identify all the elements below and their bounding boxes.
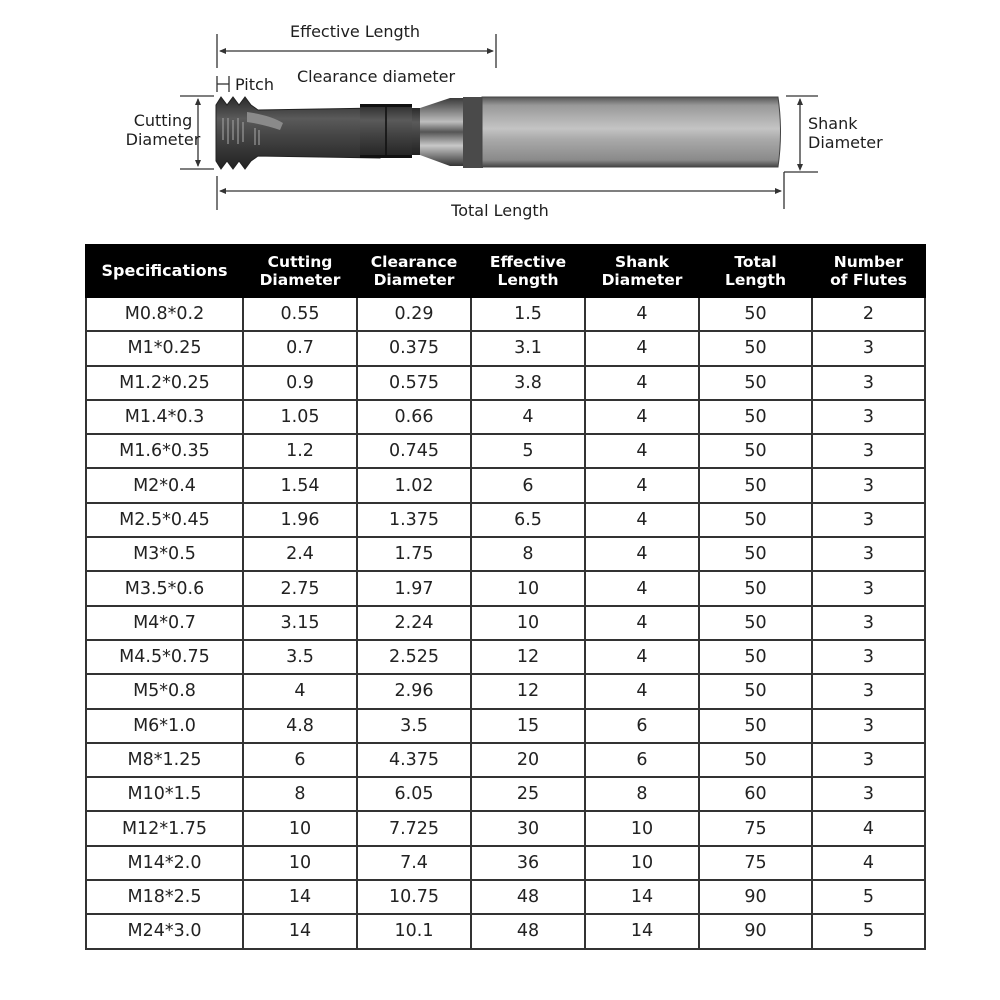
table-row xyxy=(86,777,925,811)
cell-effective-length: 8 xyxy=(471,537,585,571)
cell-effective-length: 1.5 xyxy=(471,297,585,331)
cell-shank-diameter: 4 xyxy=(585,400,699,434)
cell-number-of-flutes: 3 xyxy=(812,468,925,502)
cell-shank-diameter: 4 xyxy=(585,674,699,708)
column-header-cutting-diameter xyxy=(243,245,357,297)
cell-clearance-diameter: 2.96 xyxy=(357,674,471,708)
cell-specifications: M4*0.7 xyxy=(86,606,243,640)
cell-specifications: M14*2.0 xyxy=(86,846,243,880)
column-header-number-of-flutes xyxy=(812,245,925,297)
clearance-diameter-label: Clearance diameter xyxy=(297,67,456,86)
cell-specifications: M6*1.0 xyxy=(86,709,243,743)
cell-specifications: M12*1.75 xyxy=(86,811,243,845)
cell-cutting-diameter: 1.2 xyxy=(243,434,357,468)
cell-total-length: 50 xyxy=(699,297,812,331)
cell-total-length: 50 xyxy=(699,331,812,365)
table-row xyxy=(86,640,925,674)
cell-specifications: M1.2*0.25 xyxy=(86,366,243,400)
cell-cutting-diameter: 10 xyxy=(243,811,357,845)
table-row xyxy=(86,297,925,331)
cell-effective-length: 5 xyxy=(471,434,585,468)
cell-cutting-diameter: 14 xyxy=(243,914,357,948)
column-header-specifications xyxy=(86,245,243,297)
cell-specifications: M1*0.25 xyxy=(86,331,243,365)
column-header-line: Diameter xyxy=(601,271,683,289)
cell-clearance-diameter: 0.29 xyxy=(357,297,471,331)
cell-shank-diameter: 4 xyxy=(585,640,699,674)
column-header-line: Number xyxy=(833,253,904,271)
cell-specifications: M0.8*0.2 xyxy=(86,297,243,331)
cell-clearance-diameter: 0.375 xyxy=(357,331,471,365)
table-body xyxy=(86,297,925,949)
cell-total-length: 50 xyxy=(699,434,812,468)
cell-clearance-diameter: 0.575 xyxy=(357,366,471,400)
column-header-total-length xyxy=(699,245,812,297)
cell-clearance-diameter: 1.75 xyxy=(357,537,471,571)
cell-number-of-flutes: 3 xyxy=(812,434,925,468)
table-row xyxy=(86,674,925,708)
cell-effective-length: 6 xyxy=(471,468,585,502)
cell-total-length: 90 xyxy=(699,880,812,914)
cell-shank-diameter: 4 xyxy=(585,503,699,537)
cell-specifications: M3*0.5 xyxy=(86,537,243,571)
cell-clearance-diameter: 10.1 xyxy=(357,914,471,948)
table-row xyxy=(86,709,925,743)
column-header-line: Shank xyxy=(614,253,669,271)
cell-number-of-flutes: 3 xyxy=(812,366,925,400)
cell-total-length: 50 xyxy=(699,709,812,743)
tool-neck xyxy=(360,97,483,168)
cell-effective-length: 30 xyxy=(471,811,585,845)
cell-total-length: 90 xyxy=(699,914,812,948)
cell-total-length: 50 xyxy=(699,606,812,640)
cell-total-length: 50 xyxy=(699,468,812,502)
total-length-label: Total Length xyxy=(451,201,549,220)
shank-diameter-label xyxy=(808,114,883,152)
cell-clearance-diameter: 0.66 xyxy=(357,400,471,434)
cell-cutting-diameter: 1.05 xyxy=(243,400,357,434)
cell-total-length: 50 xyxy=(699,366,812,400)
cell-specifications: M5*0.8 xyxy=(86,674,243,708)
cell-effective-length: 4 xyxy=(471,400,585,434)
table-row xyxy=(86,331,925,365)
column-header-line: Effective xyxy=(489,253,567,271)
cell-effective-length: 3.1 xyxy=(471,331,585,365)
cell-cutting-diameter: 0.7 xyxy=(243,331,357,365)
cell-shank-diameter: 6 xyxy=(585,709,699,743)
cell-cutting-diameter: 2.4 xyxy=(243,537,357,571)
cell-effective-length: 48 xyxy=(471,880,585,914)
effective-length-label: Effective Length xyxy=(289,22,421,41)
cell-number-of-flutes: 4 xyxy=(812,811,925,845)
table-row xyxy=(86,846,925,880)
cell-effective-length: 25 xyxy=(471,777,585,811)
cell-cutting-diameter: 3.15 xyxy=(243,606,357,640)
table-row xyxy=(86,503,925,537)
cell-number-of-flutes: 3 xyxy=(812,743,925,777)
table-row xyxy=(86,743,925,777)
cell-cutting-diameter: 6 xyxy=(243,743,357,777)
cell-total-length: 50 xyxy=(699,640,812,674)
column-header-line: Diameter xyxy=(259,271,341,289)
cell-number-of-flutes: 3 xyxy=(812,503,925,537)
column-header-line: of Flutes xyxy=(830,271,907,289)
cell-effective-length: 15 xyxy=(471,709,585,743)
pitch-dimension xyxy=(217,76,229,92)
cell-total-length: 50 xyxy=(699,743,812,777)
cell-number-of-flutes: 5 xyxy=(812,914,925,948)
column-header-effective-length xyxy=(471,245,585,297)
cutting-diameter-label-line1: Cutting xyxy=(133,111,193,130)
table-row xyxy=(86,811,925,845)
cutting-diameter-label-line2: Diameter xyxy=(125,130,201,149)
cell-specifications: M2*0.4 xyxy=(86,468,243,502)
cell-shank-diameter: 4 xyxy=(585,297,699,331)
specifications-table xyxy=(85,244,926,950)
tool-shank xyxy=(482,97,781,167)
cell-shank-diameter: 14 xyxy=(585,880,699,914)
cell-specifications: M4.5*0.75 xyxy=(86,640,243,674)
cell-number-of-flutes: 2 xyxy=(812,297,925,331)
cell-effective-length: 12 xyxy=(471,640,585,674)
cell-cutting-diameter: 1.54 xyxy=(243,468,357,502)
cell-clearance-diameter: 0.745 xyxy=(357,434,471,468)
cell-specifications: M1.4*0.3 xyxy=(86,400,243,434)
cell-number-of-flutes: 4 xyxy=(812,846,925,880)
cell-shank-diameter: 4 xyxy=(585,571,699,605)
tool-cutting-head xyxy=(216,97,380,169)
cell-number-of-flutes: 3 xyxy=(812,571,925,605)
cell-number-of-flutes: 5 xyxy=(812,880,925,914)
cutting-diameter-label xyxy=(118,111,208,149)
cell-effective-length: 48 xyxy=(471,914,585,948)
shank-diameter-label-line1: Shank xyxy=(808,114,858,133)
cell-clearance-diameter: 10.75 xyxy=(357,880,471,914)
cell-number-of-flutes: 3 xyxy=(812,674,925,708)
cell-cutting-diameter: 4.8 xyxy=(243,709,357,743)
shank-diameter-label-line2: Diameter xyxy=(808,133,883,152)
cell-cutting-diameter: 0.55 xyxy=(243,297,357,331)
table-header-row xyxy=(86,245,925,297)
cell-effective-length: 36 xyxy=(471,846,585,880)
cell-shank-diameter: 4 xyxy=(585,434,699,468)
cell-shank-diameter: 10 xyxy=(585,811,699,845)
cell-total-length: 50 xyxy=(699,400,812,434)
cell-total-length: 75 xyxy=(699,846,812,880)
cell-clearance-diameter: 2.24 xyxy=(357,606,471,640)
cell-clearance-diameter: 1.02 xyxy=(357,468,471,502)
cell-clearance-diameter: 1.375 xyxy=(357,503,471,537)
cell-number-of-flutes: 3 xyxy=(812,777,925,811)
cell-shank-diameter: 4 xyxy=(585,537,699,571)
table-row xyxy=(86,434,925,468)
cell-total-length: 50 xyxy=(699,537,812,571)
cell-shank-diameter: 4 xyxy=(585,366,699,400)
table-row xyxy=(86,400,925,434)
cell-clearance-diameter: 6.05 xyxy=(357,777,471,811)
cell-clearance-diameter: 2.525 xyxy=(357,640,471,674)
column-header-shank-diameter xyxy=(585,245,699,297)
pitch-label: Pitch xyxy=(235,75,274,94)
table-row xyxy=(86,571,925,605)
cell-specifications: M10*1.5 xyxy=(86,777,243,811)
cell-total-length: 50 xyxy=(699,571,812,605)
column-header-line: Total Length xyxy=(725,253,786,289)
cell-total-length: 60 xyxy=(699,777,812,811)
column-header-line: Specifications xyxy=(101,261,228,280)
cell-total-length: 75 xyxy=(699,811,812,845)
table-row xyxy=(86,880,925,914)
cell-clearance-diameter: 3.5 xyxy=(357,709,471,743)
table-row xyxy=(86,914,925,948)
cell-number-of-flutes: 3 xyxy=(812,606,925,640)
table-row xyxy=(86,468,925,502)
table-row xyxy=(86,537,925,571)
cell-shank-diameter: 8 xyxy=(585,777,699,811)
cell-effective-length: 6.5 xyxy=(471,503,585,537)
table-row xyxy=(86,366,925,400)
cell-shank-diameter: 14 xyxy=(585,914,699,948)
cell-total-length: 50 xyxy=(699,674,812,708)
cell-shank-diameter: 6 xyxy=(585,743,699,777)
cell-effective-length: 3.8 xyxy=(471,366,585,400)
cell-number-of-flutes: 3 xyxy=(812,709,925,743)
cell-number-of-flutes: 3 xyxy=(812,640,925,674)
cell-number-of-flutes: 3 xyxy=(812,400,925,434)
table-row xyxy=(86,606,925,640)
cell-cutting-diameter: 2.75 xyxy=(243,571,357,605)
cell-cutting-diameter: 3.5 xyxy=(243,640,357,674)
cell-cutting-diameter: 1.96 xyxy=(243,503,357,537)
cell-effective-length: 10 xyxy=(471,606,585,640)
cell-cutting-diameter: 14 xyxy=(243,880,357,914)
tool-diagram xyxy=(0,0,1000,235)
cell-clearance-diameter: 4.375 xyxy=(357,743,471,777)
cell-shank-diameter: 4 xyxy=(585,606,699,640)
cell-clearance-diameter: 1.97 xyxy=(357,571,471,605)
cell-specifications: M3.5*0.6 xyxy=(86,571,243,605)
column-header-line: Length xyxy=(497,271,559,289)
cell-total-length: 50 xyxy=(699,503,812,537)
cell-effective-length: 10 xyxy=(471,571,585,605)
cell-cutting-diameter: 0.9 xyxy=(243,366,357,400)
cell-shank-diameter: 10 xyxy=(585,846,699,880)
cell-specifications: M18*2.5 xyxy=(86,880,243,914)
cell-shank-diameter: 4 xyxy=(585,331,699,365)
cell-specifications: M24*3.0 xyxy=(86,914,243,948)
cell-clearance-diameter: 7.725 xyxy=(357,811,471,845)
cell-number-of-flutes: 3 xyxy=(812,537,925,571)
cell-effective-length: 20 xyxy=(471,743,585,777)
column-header-clearance-diameter xyxy=(357,245,471,297)
cell-clearance-diameter: 7.4 xyxy=(357,846,471,880)
column-header-line: Clearance xyxy=(370,253,458,271)
cell-number-of-flutes: 3 xyxy=(812,331,925,365)
cell-specifications: M8*1.25 xyxy=(86,743,243,777)
cell-specifications: M1.6*0.35 xyxy=(86,434,243,468)
cell-shank-diameter: 4 xyxy=(585,468,699,502)
cell-specifications: M2.5*0.45 xyxy=(86,503,243,537)
cell-cutting-diameter: 4 xyxy=(243,674,357,708)
column-header-line: Cutting xyxy=(267,253,333,271)
cell-effective-length: 12 xyxy=(471,674,585,708)
cell-cutting-diameter: 10 xyxy=(243,846,357,880)
cell-cutting-diameter: 8 xyxy=(243,777,357,811)
column-header-line: Diameter xyxy=(373,271,455,289)
